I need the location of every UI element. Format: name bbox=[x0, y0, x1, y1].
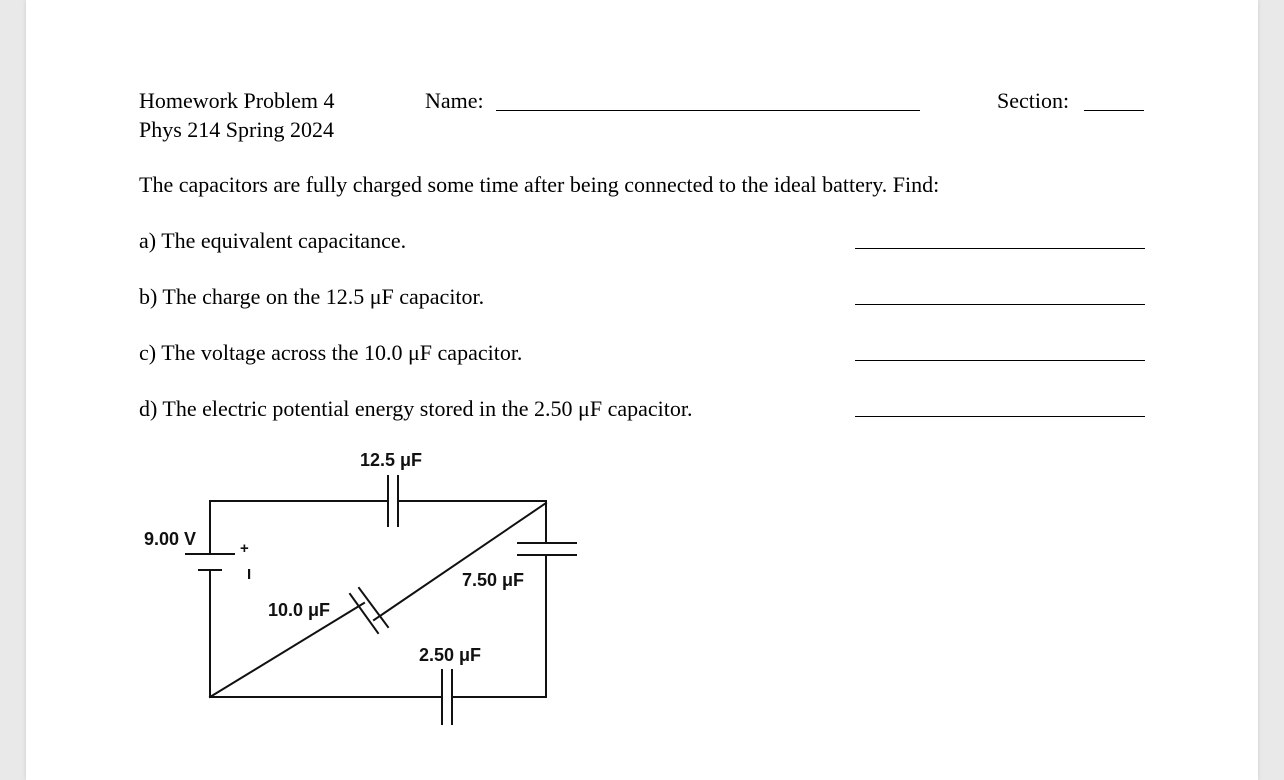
label-7-50uF: 7.50 μF bbox=[462, 570, 525, 590]
label-10-0uF: 10.0 μF bbox=[268, 600, 331, 620]
label-battery-voltage: 9.00 V bbox=[144, 529, 197, 549]
capacitor-10-0uF bbox=[350, 588, 388, 633]
problem-title: Homework Problem 4 bbox=[139, 88, 335, 113]
course-name: Phys 214 Spring 2024 bbox=[139, 117, 334, 142]
battery-symbol bbox=[186, 554, 234, 570]
diagonal-wire bbox=[210, 503, 546, 697]
question-c: c) The voltage across the 10.0 μF capacitor. bbox=[139, 340, 523, 365]
capacitor-7-50uF bbox=[518, 543, 576, 555]
battery-minus-sign: I bbox=[247, 566, 252, 583]
question-d: d) The electric potential energy stored in the 2.50 μF capacitor. bbox=[139, 396, 693, 421]
capacitor-12-5uF bbox=[388, 476, 398, 526]
name-label: Name: bbox=[425, 88, 484, 113]
section-label: Section: bbox=[997, 88, 1070, 113]
label-12-5uF: 12.5 μF bbox=[360, 450, 423, 470]
label-2-50uF: 2.50 μF bbox=[419, 645, 482, 665]
question-b: b) The charge on the 12.5 μF capacitor. bbox=[139, 284, 485, 309]
capacitor-2-50uF bbox=[442, 670, 452, 724]
problem-intro: The capacitors are fully charged some time after being connected to the ideal battery. Find: bbox=[139, 172, 940, 197]
battery-plus-sign: + bbox=[240, 540, 249, 557]
question-a: a) The equivalent capacitance. bbox=[139, 228, 407, 253]
